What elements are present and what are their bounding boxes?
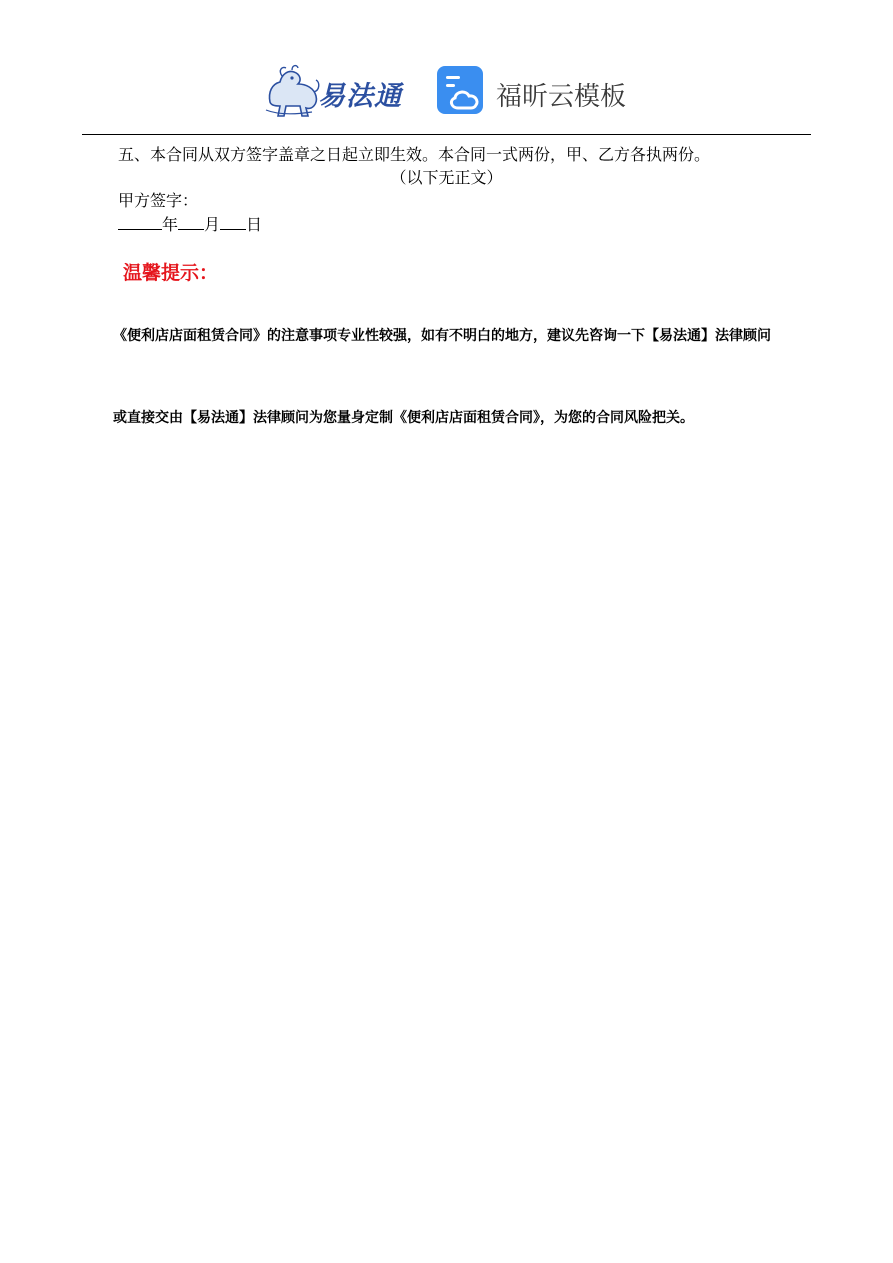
tip-paragraph-custom: 或直接交由【易法通】法律顾问为您量身定制《便利店店面租赁合同》，为您的合同风险把关。 bbox=[113, 410, 694, 426]
foxit-cloud-template-logo bbox=[436, 64, 636, 120]
year-blank bbox=[118, 214, 162, 230]
warm-tip-title: 温馨提示： bbox=[123, 262, 219, 284]
day-label: 日 bbox=[246, 215, 263, 234]
year-label: 年 bbox=[162, 215, 179, 234]
yifatong-logo bbox=[262, 62, 412, 118]
party-a-signature-label: 甲方签字： bbox=[118, 191, 199, 210]
cloud-document-icon bbox=[436, 64, 486, 116]
month-label: 月 bbox=[204, 215, 221, 234]
page-header bbox=[0, 58, 893, 124]
foxit-cloud-template-logo-text: 福昕云模板 bbox=[496, 82, 627, 112]
tip-paragraph-consult: 《便利店店面租赁合同》的注意事项专业性较强，如有不明白的地方，建议先咨询一下【易法通】法律顾问 bbox=[113, 328, 771, 344]
contract-clause-five: 五、本合同从双方签字盖章之日起立即生效。本合同一式两份，甲、乙方各执两份。 bbox=[118, 145, 711, 164]
day-blank bbox=[220, 214, 246, 230]
yifatong-logo-text: 易法通 bbox=[318, 81, 402, 112]
qilin-mascot-icon bbox=[262, 62, 322, 118]
signature-date-line bbox=[118, 214, 262, 235]
no-further-text-note: （以下无正文） bbox=[390, 168, 503, 187]
month-blank bbox=[178, 214, 204, 230]
header-divider bbox=[82, 134, 811, 135]
